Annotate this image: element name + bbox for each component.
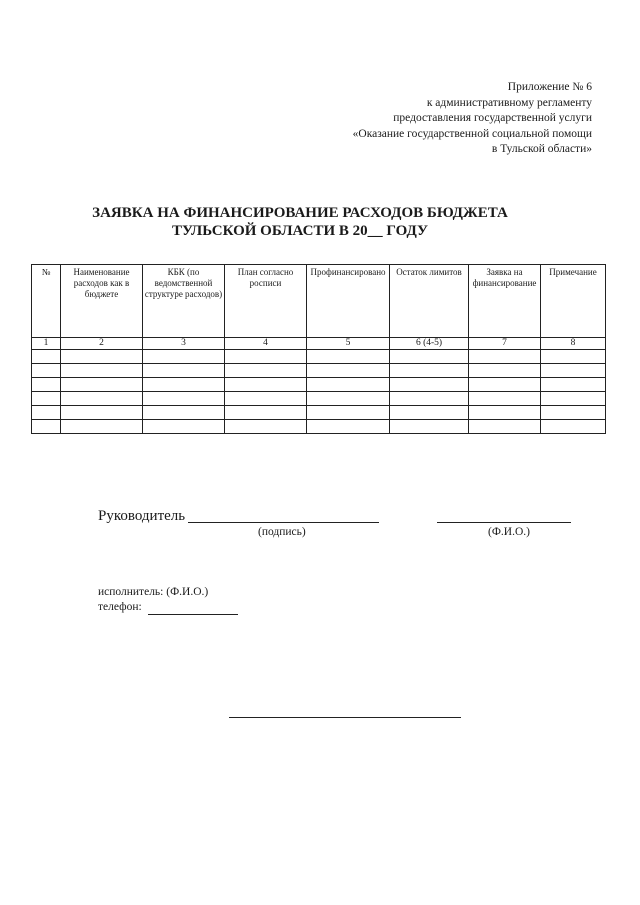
fio-caption: (Ф.И.О.) bbox=[488, 526, 530, 538]
table-cell[interactable] bbox=[390, 392, 469, 406]
table-cell[interactable] bbox=[307, 364, 390, 378]
header-cell: Профинансировано bbox=[307, 265, 390, 338]
header-cell: КБК (по ведомственной структуре расходов) bbox=[143, 265, 225, 338]
appendix-line-4: «Оказание государственной социальной помощи bbox=[352, 127, 592, 140]
table-row bbox=[32, 420, 606, 434]
header-cell: Остаток лимитов bbox=[390, 265, 469, 338]
table-row bbox=[32, 350, 606, 364]
fio-line[interactable] bbox=[437, 522, 571, 523]
number-cell: 8 bbox=[541, 338, 606, 350]
table-cell[interactable] bbox=[469, 420, 541, 434]
table-cell[interactable] bbox=[143, 350, 225, 364]
table-row bbox=[32, 378, 606, 392]
table-cell[interactable] bbox=[225, 406, 307, 420]
table-cell[interactable] bbox=[61, 392, 143, 406]
table-cell[interactable] bbox=[541, 350, 606, 364]
table-cell[interactable] bbox=[390, 420, 469, 434]
table-cell[interactable] bbox=[225, 364, 307, 378]
table-cell[interactable] bbox=[390, 378, 469, 392]
table-cell[interactable] bbox=[32, 350, 61, 364]
number-cell: 4 bbox=[225, 338, 307, 350]
table-cell[interactable] bbox=[32, 392, 61, 406]
table-cell[interactable] bbox=[225, 420, 307, 434]
header-cell: Примечание bbox=[541, 265, 606, 338]
table-header-row bbox=[32, 265, 606, 338]
header-cell: Наименование расходов как в бюджете bbox=[61, 265, 143, 338]
table-cell[interactable] bbox=[469, 364, 541, 378]
table-cell[interactable] bbox=[307, 378, 390, 392]
executor-label: исполнитель: (Ф.И.О.) bbox=[98, 586, 209, 598]
number-cell: 3 bbox=[143, 338, 225, 350]
header-cell: Заявка на финансирование bbox=[469, 265, 541, 338]
table-cell[interactable] bbox=[143, 364, 225, 378]
appendix-line-5: в Тульской области» bbox=[491, 143, 592, 155]
table-cell[interactable] bbox=[390, 406, 469, 420]
table-cell[interactable] bbox=[32, 364, 61, 378]
bottom-divider-line bbox=[229, 717, 461, 718]
table-cell[interactable] bbox=[307, 406, 390, 420]
table-number-row bbox=[32, 338, 606, 350]
table-cell[interactable] bbox=[541, 406, 606, 420]
table-cell[interactable] bbox=[143, 420, 225, 434]
table-cell[interactable] bbox=[469, 406, 541, 420]
table-row bbox=[32, 406, 606, 420]
table-cell[interactable] bbox=[390, 350, 469, 364]
table-cell[interactable] bbox=[469, 350, 541, 364]
table-cell[interactable] bbox=[61, 378, 143, 392]
table-cell[interactable] bbox=[541, 378, 606, 392]
number-cell: 1 bbox=[32, 338, 61, 350]
appendix-line-3: предоставления государственной услуги bbox=[393, 112, 592, 124]
appendix-line-2: к административному регламенту bbox=[426, 96, 592, 109]
table-cell[interactable] bbox=[225, 350, 307, 364]
table-cell[interactable] bbox=[307, 392, 390, 406]
title-line-2: ТУЛЬСКОЙ ОБЛАСТИ В 20__ ГОДУ bbox=[171, 223, 428, 239]
table-cell[interactable] bbox=[469, 392, 541, 406]
number-cell: 2 bbox=[61, 338, 143, 350]
table-cell[interactable] bbox=[143, 406, 225, 420]
table-cell[interactable] bbox=[390, 364, 469, 378]
appendix-line-1: Приложение № 6 bbox=[507, 81, 592, 93]
document-title bbox=[70, 204, 530, 240]
header-cell: № bbox=[32, 265, 61, 338]
expense-table bbox=[31, 264, 606, 434]
table-cell[interactable] bbox=[541, 392, 606, 406]
table-cell[interactable] bbox=[307, 350, 390, 364]
table-cell[interactable] bbox=[143, 378, 225, 392]
table-cell[interactable] bbox=[32, 378, 61, 392]
table-cell[interactable] bbox=[143, 392, 225, 406]
table-cell[interactable] bbox=[225, 378, 307, 392]
title-line-1: ЗАЯВКА НА ФИНАНСИРОВАНИЕ РАСХОДОВ БЮДЖЕТА bbox=[92, 205, 508, 221]
phone-line[interactable] bbox=[148, 614, 238, 615]
table-cell[interactable] bbox=[225, 392, 307, 406]
table-cell[interactable] bbox=[469, 378, 541, 392]
table-cell[interactable] bbox=[32, 420, 61, 434]
appendix-block bbox=[262, 80, 592, 158]
number-cell: 5 bbox=[307, 338, 390, 350]
signature-caption: (подпись) bbox=[258, 526, 306, 538]
table-cell[interactable] bbox=[61, 364, 143, 378]
number-cell: 7 bbox=[469, 338, 541, 350]
head-signature-label: Руководитель bbox=[98, 508, 186, 524]
signature-line[interactable] bbox=[188, 522, 379, 523]
table-cell[interactable] bbox=[61, 420, 143, 434]
number-cell: 6 (4-5) bbox=[390, 338, 469, 350]
phone-label: телефон: bbox=[98, 601, 142, 613]
table-row bbox=[32, 364, 606, 378]
table-cell[interactable] bbox=[541, 420, 606, 434]
table-row bbox=[32, 392, 606, 406]
table-cell[interactable] bbox=[32, 406, 61, 420]
table-cell[interactable] bbox=[541, 364, 606, 378]
table-cell[interactable] bbox=[307, 420, 390, 434]
table-cell[interactable] bbox=[61, 406, 143, 420]
header-cell: План согласно росписи bbox=[225, 265, 307, 338]
table-cell[interactable] bbox=[61, 350, 143, 364]
